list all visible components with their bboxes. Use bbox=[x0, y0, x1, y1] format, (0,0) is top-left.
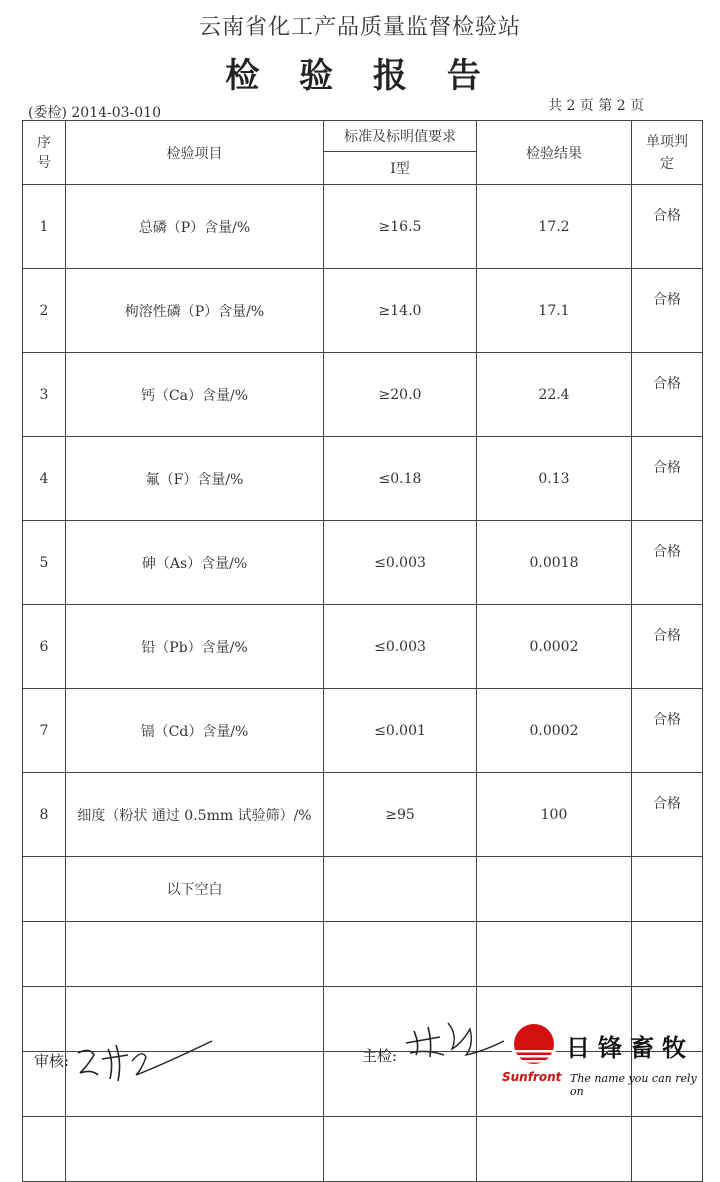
row-item: 总磷（P）含量/% bbox=[66, 185, 324, 269]
table-row bbox=[23, 605, 703, 689]
blank-note: 以下空白 bbox=[66, 857, 324, 922]
logo-chinese-name: 日锋畜牧 bbox=[566, 1034, 694, 1062]
inspector-signature bbox=[400, 1015, 510, 1065]
row-verdict: 合格 bbox=[632, 521, 703, 605]
row-standard: ≤0.003 bbox=[324, 605, 477, 689]
row-item: 钙（Ca）含量/% bbox=[66, 353, 324, 437]
inspector-label: 主检: bbox=[362, 1047, 398, 1065]
row-item: 镉（Cd）含量/% bbox=[66, 689, 324, 773]
row-standard: ≥16.5 bbox=[324, 185, 477, 269]
sunfront-logo bbox=[502, 1020, 712, 1098]
table-row bbox=[23, 269, 703, 353]
row-number: 4 bbox=[23, 437, 66, 521]
row-verdict: 合格 bbox=[632, 773, 703, 857]
blank-row bbox=[23, 922, 703, 987]
row-verdict: 合格 bbox=[632, 353, 703, 437]
row-verdict: 合格 bbox=[632, 269, 703, 353]
table-row bbox=[23, 521, 703, 605]
row-item: 氟（F）含量/% bbox=[66, 437, 324, 521]
row-number: 8 bbox=[23, 773, 66, 857]
row-result: 100 bbox=[477, 773, 632, 857]
row-result: 0.0002 bbox=[477, 605, 632, 689]
table-row bbox=[23, 185, 703, 269]
report-number: (委检) 2014-03-010 bbox=[28, 105, 161, 121]
row-number: 2 bbox=[23, 269, 66, 353]
reviewer-label: 审核: bbox=[34, 1052, 70, 1070]
header-standard-type: Ⅰ型 bbox=[324, 152, 477, 185]
header-row bbox=[23, 121, 703, 152]
logo-english-name: Sunfront bbox=[502, 1070, 562, 1084]
row-standard: ≤0.003 bbox=[324, 521, 477, 605]
row-result: 0.13 bbox=[477, 437, 632, 521]
blank-row bbox=[23, 1117, 703, 1182]
row-standard: ≥20.0 bbox=[324, 353, 477, 437]
row-standard: ≥95 bbox=[324, 773, 477, 857]
row-result: 0.0018 bbox=[477, 521, 632, 605]
row-item: 枸溶性磷（P）含量/% bbox=[66, 269, 324, 353]
row-result: 22.4 bbox=[477, 353, 632, 437]
header-standard: 标准及标明值要求 bbox=[324, 121, 477, 152]
row-number: 1 bbox=[23, 185, 66, 269]
header-seq: 序号 bbox=[23, 121, 66, 185]
row-verdict: 合格 bbox=[632, 689, 703, 773]
row-result: 0.0002 bbox=[477, 689, 632, 773]
table-row bbox=[23, 353, 703, 437]
header-result: 检验结果 bbox=[477, 121, 632, 185]
row-result: 17.1 bbox=[477, 269, 632, 353]
row-standard: ≤0.18 bbox=[324, 437, 477, 521]
blank-row bbox=[23, 857, 703, 922]
organization-name: 云南省化工产品质量监督检验站 bbox=[198, 15, 521, 40]
row-verdict: 合格 bbox=[632, 185, 703, 269]
table-row bbox=[23, 689, 703, 773]
report-title: 检 验 报 告 bbox=[225, 56, 495, 96]
header-item: 检验项目 bbox=[66, 121, 324, 185]
row-result: 17.2 bbox=[477, 185, 632, 269]
reviewer-signature bbox=[72, 1035, 222, 1090]
row-item: 砷（As）含量/% bbox=[66, 521, 324, 605]
row-number: 7 bbox=[23, 689, 66, 773]
page-info: 共 2 页 第 2 页 bbox=[548, 98, 645, 114]
row-number: 6 bbox=[23, 605, 66, 689]
row-item: 细度（粉状 通过 0.5mm 试验筛）/% bbox=[66, 773, 324, 857]
row-verdict: 合格 bbox=[632, 605, 703, 689]
table-row bbox=[23, 437, 703, 521]
row-standard: ≥14.0 bbox=[324, 269, 477, 353]
logo-slogan: The name you can rely on bbox=[570, 1072, 697, 1098]
sun-logo-icon bbox=[506, 1022, 562, 1072]
row-number: 5 bbox=[23, 521, 66, 605]
header-verdict: 单项判定 bbox=[632, 121, 703, 185]
row-standard: ≤0.001 bbox=[324, 689, 477, 773]
table-row bbox=[23, 773, 703, 857]
row-verdict: 合格 bbox=[632, 437, 703, 521]
row-number: 3 bbox=[23, 353, 66, 437]
row-item: 铅（Pb）含量/% bbox=[66, 605, 324, 689]
